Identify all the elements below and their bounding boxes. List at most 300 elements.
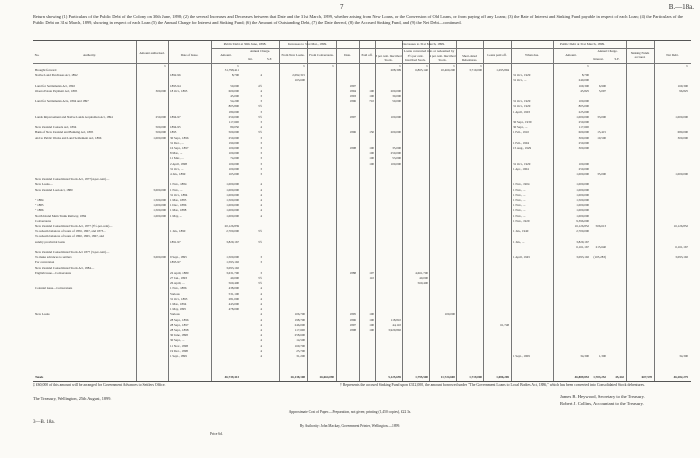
row-date-of-issue: 1 Nov., 1884 (170, 182, 187, 187)
totals-3half-percent: 1,795,500 (415, 375, 428, 379)
row-authority: To make advances to settlers (35, 255, 72, 260)
row-date-of-issue: 26 April, ... (170, 281, 185, 286)
row-rate: 4 (260, 354, 262, 358)
row-date-of-issue: 1893-94 (170, 83, 181, 88)
row-amount-1899: 1,000,000 (576, 208, 589, 213)
row-amount-1899: 117,600 (578, 125, 589, 130)
row-loans-paid: 1,295,894 (496, 68, 509, 72)
row-authority: Conversions (35, 218, 51, 223)
col-header-when-due: When due. (525, 53, 539, 57)
row-when-due: 1 Feb., 1904 (513, 140, 529, 145)
row-date-of-issue: 1 Nov., 1886 (170, 286, 187, 291)
row-amount-1898: 100,000 (228, 151, 239, 156)
row-3-percent: 30,000 (392, 94, 401, 98)
row-date-of-issue: 11 Nov., 1898 (170, 343, 188, 348)
row-decrease-date: 1888 (349, 270, 356, 275)
row-amount-1898: 20,126,839 (224, 224, 239, 228)
row-date-of-issue: 27 Jan., 1893 (170, 276, 187, 280)
table-row (33, 198, 691, 202)
table-row (33, 286, 691, 290)
row-amount-1899: 3,093,192 (576, 255, 589, 260)
row-date-of-issue: 9 Sept., 1895 (170, 255, 187, 260)
row-new-loans: 169,700 (294, 343, 305, 348)
row-date-of-issue: 1 Mar., 1894 (170, 302, 187, 306)
signature-accountant: Robert J. Collins, Accountant to the Treasury. (560, 401, 644, 406)
totals-4-percent: 11,724,600 (440, 375, 455, 379)
row-rate: 3 (260, 135, 262, 140)
table-row (33, 250, 691, 254)
row-amount-1898: 74,000 (230, 156, 239, 161)
row-amount-1898: 1,000,000 (226, 203, 239, 208)
group-header-debt-1899: Public Debt at 31st March, 1899. (560, 42, 605, 46)
row-amount-1898: 600,000 (228, 88, 239, 93)
row-amount-1898: 500,000 (228, 130, 239, 135)
footnote-left: ‡ £60,000 of this amount will be arranged for Government Advances to Settlers Office. (33, 383, 166, 387)
row-rate: 4½ (258, 83, 262, 88)
row-amount-1898: 100,000 (228, 146, 239, 150)
row-rate: 4 (260, 286, 262, 291)
row-loans-paid: 61,748 (500, 322, 509, 327)
pound-mark: £ (587, 64, 589, 68)
row-interest: 6,900 (598, 83, 606, 88)
row-3-percent: 100,000 (390, 114, 401, 119)
document-reference: B.—18a. (668, 3, 694, 11)
row-interest: 5,097 (598, 88, 606, 93)
pound-mark: £ (164, 64, 166, 68)
row-amount-1898: 478,000 (228, 307, 239, 312)
row-amount-1899: 600,000 (578, 130, 589, 135)
row-authority: New Loans— (35, 182, 53, 187)
row-net-debt: 1,000,000 (675, 172, 688, 176)
table-row (33, 333, 691, 337)
row-new-loans: 246,000 (294, 322, 305, 327)
row-date-of-issue: 28 Sept., 1896 (170, 317, 189, 322)
col-header-net-debt: Net Debt. (666, 53, 679, 57)
pound-mark: £ (480, 64, 482, 68)
row-authority: Aid to Public Works and Land Settlement Act, 1896 (35, 135, 102, 140)
row-paid-off: 710 (369, 99, 374, 104)
row-paid-off: 100 (369, 88, 374, 93)
col-header-authorised: Amount authorised. (139, 51, 165, 55)
row-rate: 4 (260, 322, 262, 327)
row-amount-1898: 805,800 (228, 104, 239, 109)
row-interest: 1,300 (598, 354, 606, 358)
row-paid-off: 110 (369, 276, 374, 280)
row-authority: Bank of New Zealand and Banking Act, 1895 (35, 130, 94, 135)
group-header-decreases: Decreases to 31st March, 1899. (402, 42, 445, 46)
row-authority: New Zealand Loan Act, 1880 (35, 187, 73, 192)
row-rate: 4 (260, 333, 262, 338)
row-4-percent: 10,460,200 (440, 68, 455, 72)
row-decrease-date: 1898 (349, 146, 356, 150)
table-row (33, 89, 691, 93)
row-amount-1899: 1,000,000 (576, 187, 589, 192)
col-header-annual-charge: Annual Charge. (249, 49, 271, 53)
row-authority: New Zealand Consolidated Stock Act 1877 (3-per-cent)— (35, 250, 110, 254)
row-rate: 4 (260, 182, 262, 187)
row-amount-1898: 45,000 (230, 94, 239, 98)
printer-imprint: By Authority: John Mackay, Government Printer, Wellington.—1899. (299, 424, 401, 428)
row-decrease-date: 1896 (349, 99, 356, 104)
table-row (33, 188, 691, 192)
row-when-due: 1 Nov., 1904 (513, 182, 530, 187)
row-authority: Otaota Estate Payment Act, 1895 (35, 88, 78, 93)
row-new-loans: 106,700 (294, 312, 305, 317)
row-date-of-issue: 31 Dec., ... (170, 140, 184, 145)
table-row (33, 344, 691, 348)
row-3-percent: 100,000 (390, 161, 401, 166)
row-amount-1899: 1,000,000 (576, 114, 589, 119)
row-authority: To redeem balances of loans of 1860, 1865, 1867, and (35, 234, 104, 239)
row-amount-1899: 225,000 (578, 109, 589, 114)
row-date-of-issue: 1 May, 1895 (170, 307, 186, 312)
row-amount-1898: 443,000 (228, 302, 239, 306)
row-amount-1898: 8,700 (231, 73, 239, 78)
row-date-of-issue: 1891-97 (170, 239, 181, 244)
totals-new-loans: 26,138,108 (290, 375, 305, 379)
row-net-debt: 169,300 (677, 83, 688, 88)
row-3-percent: 200,000 (390, 88, 401, 93)
row-amount-1899: 250,000 (578, 120, 589, 124)
row-decrease-date: 1895 (349, 312, 356, 317)
row-date-of-issue: 1894-97 (170, 114, 181, 119)
row-authority: Brought forward (35, 68, 57, 72)
row-amount-1898: 1,000,000 (226, 192, 239, 197)
row-interest: (103,283) (593, 255, 606, 260)
row-amount-1899: 2,700,000 (576, 229, 589, 234)
row-when-due: 31 Oct., ... (513, 78, 527, 83)
row-rate: 3½ (258, 104, 262, 109)
table-row (33, 224, 691, 228)
signature-secretary: James B. Heywood, Secretary to the Treasury. (560, 394, 645, 399)
row-paid-off: 100 (369, 317, 374, 322)
row-when-due: 1 Nov., ... (513, 213, 526, 218)
row-new-loans: 258,600 (294, 333, 305, 338)
row-authority: New Zealand Consolidated Stock Act, 1877 (3½-per-cent)— (35, 224, 113, 228)
table-row (33, 297, 691, 301)
row-date-of-issue: 22 April, 1880 (170, 270, 189, 275)
row-date-of-issue: 1 Dec., 1886 (170, 203, 187, 208)
row-date-of-issue: 1 Mar., 1888 (170, 208, 187, 213)
row-rate: 4 (260, 307, 262, 312)
row-authority: New Loans (35, 312, 50, 317)
row-amount-1898: 50,000 (230, 83, 239, 88)
row-3-percent: 200,000 (390, 130, 401, 135)
row-authorised: 3,000,000 (153, 187, 166, 192)
table-row (33, 281, 691, 285)
row-when-due: 1 Apr., 1904 (513, 166, 529, 171)
row-3half-percent: 6,865,140 (415, 68, 428, 72)
row-rate: 4 (260, 312, 262, 317)
row-date-of-issue: 30 Sept., ... (170, 338, 185, 343)
row-paid-off: 150 (369, 130, 374, 135)
col-header-sf: S.F. (267, 57, 272, 61)
row-amount-1898: 560,400 (228, 281, 239, 286)
row-new-loans: 117,600 (294, 328, 305, 332)
row-rate: 4 (260, 187, 262, 192)
totals-sf: 45,442 (615, 375, 624, 379)
row-when-due: 1 Nov., ... (513, 208, 526, 213)
row-net-debt: 34,300 (679, 354, 688, 358)
table-row (33, 349, 691, 353)
row-date-of-issue: 28 Sept., 1898 (170, 328, 189, 332)
row-3-percent: 3,929,892 (388, 328, 401, 332)
row-interest: 10,500 (597, 135, 606, 140)
row-date-of-issue: 1895 (170, 130, 177, 135)
row-authorised: 500,000 (155, 130, 166, 135)
row-authorised: 1,000,000 (153, 135, 166, 140)
table-row (33, 104, 691, 108)
row-authorised: 1,000,000 (153, 203, 166, 208)
row-rate: 4 (260, 192, 262, 197)
row-when-due: 1 April, 1945 (513, 255, 530, 260)
row-paid-off: 100 (369, 156, 374, 161)
row-rate: 4 (260, 348, 262, 353)
row-rate: 3 (260, 151, 262, 156)
row-authority: sundry provincial loans (35, 239, 65, 244)
col-header-interest: Interest. (593, 57, 604, 61)
row-amount-1899: 300,000 (578, 146, 589, 150)
col-header-no: No. (34, 53, 40, 57)
pound-mark: £ (332, 64, 334, 68)
table-row (33, 312, 691, 316)
row-when-due: 1 Jan., ... (513, 239, 525, 244)
table-row (33, 240, 691, 244)
pound-mark: £ (303, 64, 305, 68)
table-row (33, 214, 691, 218)
page-number: 7 (340, 3, 344, 11)
table-row (33, 172, 691, 176)
col-header-4-percent: 4 per cent. Inscribed Stock. (429, 54, 456, 62)
row-amount-1898: 1,500,000 (226, 255, 239, 260)
pound-mark: £ (426, 64, 428, 68)
table-row (33, 182, 691, 186)
row-amount-1898: 100,000 (228, 166, 239, 171)
row-when-due: 1 Nov., ... (513, 187, 526, 192)
row-authority: North Island Main Trunk Railway, 1884 (35, 213, 87, 218)
table-row (33, 354, 691, 358)
row-authorised: 250,000 (155, 114, 166, 119)
row-interest: 506,613 (595, 224, 606, 228)
row-rate: 3 (260, 156, 262, 161)
row-paid-off: 100 (369, 151, 374, 156)
table-row (33, 162, 691, 166)
table-row (33, 146, 691, 150)
row-rate: 4 (260, 302, 262, 306)
row-rate: 3½ (258, 229, 262, 234)
table-row (33, 120, 691, 124)
table-row (33, 229, 691, 233)
row-amount-1899: 1,000,000 (576, 192, 589, 197)
col-header-authority: Authority. (83, 53, 96, 57)
row-rate: 3 (260, 260, 262, 265)
row-amount-1899: 1,000,000 (576, 172, 589, 176)
pound-mark: £ (686, 64, 688, 68)
row-amount-1899: 100,000 (578, 99, 589, 104)
row-date-of-issue: 4 Jan., 1899 (170, 172, 186, 176)
row-authority: Land for Settlements Acts, 1894 and 1897 (35, 99, 89, 104)
table-row (33, 328, 691, 332)
row-paid-off: 100 (369, 94, 374, 98)
table-row (33, 276, 691, 280)
table-row (33, 110, 691, 114)
row-amount-1898: 31,798,411 (224, 68, 239, 72)
table-row (33, 266, 691, 270)
row-amount-1898: 1,000,000 (226, 182, 239, 187)
table-row (33, 255, 691, 259)
row-decrease-date: 1893 (349, 94, 356, 98)
row-authority: To redeem balances of loans of 1856, 1867, and 1873... (35, 229, 106, 234)
row-decrease-date: 1894 (349, 88, 356, 93)
row-date-of-issue: 1 Nov., ... (170, 187, 183, 192)
table-row (33, 219, 691, 223)
row-authority: " 1885 (35, 203, 44, 208)
row-authority: Native Land Purchases Act, 1892 (35, 73, 78, 78)
table-row (33, 260, 691, 264)
row-net-debt: 3,093,192 (675, 255, 688, 260)
col-header-new-loans: From New Loans. (281, 53, 305, 57)
row-rate: 3½ (258, 130, 262, 135)
row-authority: Lands Improvement and Native Lands Acquisition Act, 1894 (35, 114, 113, 119)
row-date-of-issue: 31 Oct., 1893 (170, 296, 188, 301)
row-authority: English issue—Conversions (35, 270, 72, 275)
row-date-of-issue: 11 Mar., ... (170, 156, 184, 161)
row-rate: 4 (260, 198, 262, 202)
totals-3-percent: 5,125,659 (388, 375, 401, 379)
row-amount-1898: 531,100 (228, 291, 239, 296)
table-row (33, 125, 691, 129)
row-amount-1899: 3,829,167 (576, 239, 589, 244)
row-rate: 4 (260, 291, 262, 296)
row-rate: 3 (260, 99, 262, 104)
totals-amount-1898: 46,739,413 (224, 375, 239, 379)
row-decrease-date: 1897 (349, 322, 356, 327)
table-row (33, 94, 691, 98)
row-when-due: 30 Sept., ... (513, 125, 528, 130)
row-3half-percent: 4,661,700 (415, 270, 428, 275)
row-net-debt: 96,825 (679, 88, 688, 93)
pound-mark: £ (453, 64, 455, 68)
row-authority: " 1884 (35, 198, 44, 202)
row-authorised: 300,000 (155, 88, 166, 93)
row-amount-1899: 1,500,000 (576, 198, 589, 202)
row-authority: " 1886 (35, 208, 44, 213)
row-paid-off: 107 (369, 270, 374, 275)
row-authorised: 500,000 (155, 125, 166, 130)
row-rate: 3½ (258, 114, 262, 119)
row-date-of-issue: Various (170, 291, 180, 296)
row-when-due: 30 Sept., 1939 (513, 120, 532, 124)
table-row (33, 167, 691, 171)
pound-mark: £ (399, 64, 401, 68)
table-row (33, 156, 691, 160)
row-paid-off: 100 (369, 161, 374, 166)
row-3-percent: 44,110 (392, 322, 401, 327)
row-rate: 3 (260, 166, 262, 171)
row-date-of-issue: 28 Sept., 1897 (170, 322, 189, 327)
row-paid-off: 100 (369, 312, 374, 317)
col-header-amount-1899: Amount. (565, 53, 577, 57)
col-header-sf-accrued: Sinking Funds accrued. (630, 51, 650, 59)
row-amount-1898: 1,000,000 (226, 187, 239, 192)
row-date-of-issue: Various (170, 312, 180, 317)
totals-net-debt: 46,282,275 (673, 375, 688, 379)
row-rate: 3 (260, 270, 262, 275)
row-rate: 4 (260, 73, 262, 78)
row-rate: 4 (260, 338, 262, 343)
row-rate: 4 (260, 213, 262, 218)
price: Price 6d. (210, 432, 223, 436)
row-authorised: 1,000,000 (153, 213, 166, 218)
row-amount-1898: 190,000 (228, 140, 239, 145)
totals-row (33, 375, 691, 379)
table-row (33, 208, 691, 212)
table-row (33, 193, 691, 197)
row-date-of-issue: 1 May, ... (170, 213, 183, 218)
row-amount-1899: 240,000 (578, 78, 589, 83)
row-amount-1898: 165,000 (228, 172, 239, 176)
totals-amount-1899: 46,889,853 (574, 375, 589, 379)
row-when-due: 31 Oct., 1929 (513, 73, 531, 78)
row-paid-off: 100 (369, 322, 374, 327)
row-short-dated: 3,719,000 (469, 68, 482, 72)
row-new-loans: 25,700 (296, 348, 305, 353)
row-amount-1898: 54,200 (230, 99, 239, 104)
row-rate: 3½ (258, 281, 262, 286)
bottom-reference: 3—B. 18a. (33, 420, 55, 425)
row-amount-1899: 250,000 (578, 166, 589, 171)
table-row (33, 68, 691, 72)
row-amount-1899: 169,300 (578, 83, 589, 88)
row-amount-1898: 80,050 (230, 125, 239, 130)
col-header-sf-1899: S.F. (614, 57, 620, 61)
row-3-percent: 53,000 (392, 156, 401, 161)
table-row (33, 245, 691, 249)
row-interest: 215,640 (595, 244, 606, 249)
table-row (33, 151, 691, 155)
row-when-due: 1 Nov., ... (513, 203, 526, 208)
col-header-annual-charge-1899: Annual Charge. (597, 49, 618, 53)
col-header-loans-paid: Loans paid off. (487, 53, 507, 57)
totals-interest: 1,703,252 (593, 375, 606, 379)
table-row (33, 271, 691, 275)
row-authorised: 1,500,000 (153, 208, 166, 213)
row-amount-1899: 9,396,000 (576, 218, 589, 223)
table-row (33, 292, 691, 296)
row-date-of-issue: 1 Sept., 1899 (170, 354, 187, 358)
group-header-increases: Increases to 31st Mar., 1899. (287, 42, 328, 46)
totals-conversions: 26,664,090 (319, 375, 334, 379)
col-header-paid: Paid off. (361, 53, 373, 57)
row-rate: 3 (260, 146, 262, 150)
row-new-loans: 14,500 (296, 338, 305, 343)
row-amount-1898: 250,000 (228, 114, 239, 119)
row-when-due: 31 Oct., 1929 (513, 161, 531, 166)
row-when-due: 31 Oct., 1929 (513, 104, 531, 109)
row-when-due: 1 Nov., ... (513, 192, 526, 197)
row-rate: 3 (260, 161, 262, 166)
row-date-of-issue: 1894-95 (170, 125, 181, 130)
row-amount-1899: 100,000 (578, 161, 589, 166)
table-row (33, 78, 691, 82)
row-decrease-date: 1896 (349, 317, 356, 322)
row-rate: 4 (260, 296, 262, 301)
row-new-loans: 198,700 (294, 317, 305, 322)
row-interest: 15,415 (597, 130, 606, 135)
row-authority: New Zealand Consolidated Stock Act, 1884— (35, 265, 95, 270)
row-decrease-date: 1897 (349, 83, 356, 88)
col-header-3half-percent: 3½ per cent. Inscribed Stock. (405, 54, 426, 62)
